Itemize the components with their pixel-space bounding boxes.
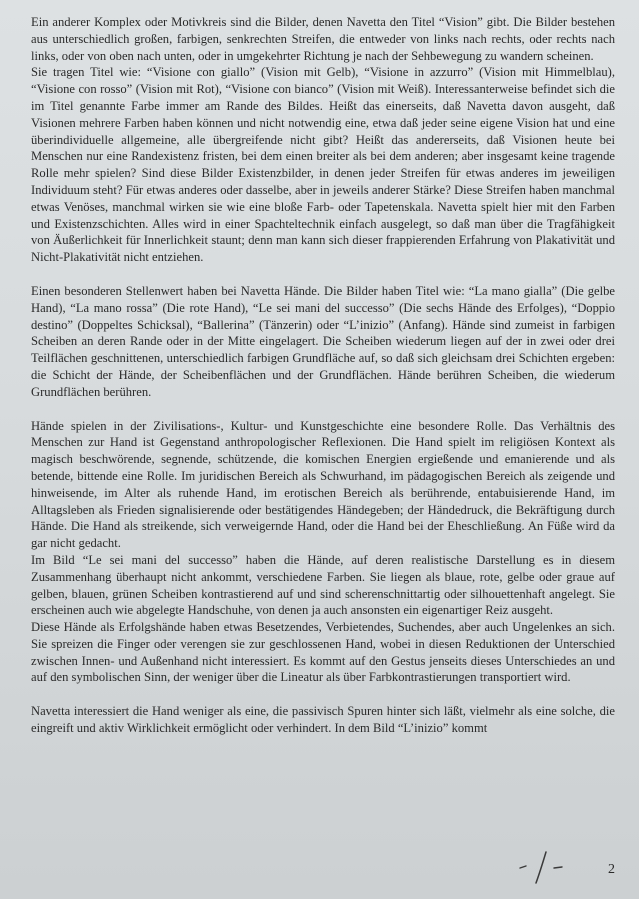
paragraph-six-hands: Im Bild “Le sei mani del successo” haben die Hände, auf deren realistische Darstellung es in diesem Zusammenhang überhaupt nicht ankommt, verschiedene Farben. Sie liegen als blaue, rote, gelbe oder graue auf gelben, blauen, grünen Scheiben kontrastierend auf und sind scherenschnittartig oder silhouettenhaft angelegt. Sie erscheinen auch wie abgelegte Handschuhe, von denen ja auch ansonsten ein eigenartiger Reiz ausgeht. [31,552,615,618]
paragraph-active-hand: Navetta interessiert die Hand weniger als eine, die passivisch Spuren hinter sich läßt, vielmehr als eine solche, die eingreift und aktiv Wirklichkeit ermöglicht oder verhindert. In dem Bild “L’inizio” kommt [31,704,615,736]
paragraph-hands-intro: Einen besonderen Stellenwert haben bei Navetta Hände. Die Bilder haben Titel wie: “La mano gialla” (Die gelbe Hand), “La mano rossa” (Die rote Hand), “Le sei mani del successo” (Die sechs Hände des Erfolges), “Doppio destino” (Doppeltes Schicksal), “Ballerina” (Tänzerin) oder “L’inizio” (Anfang). Hände sind zumeist in farbigen Scheiben an deren Rande oder in der Mitte eingelagert. Die Scheiben wiederum liegen auf der in zwei oder drei Teilflächen geschnittenen, unterschiedlich farbigen Grundfläche auf, so daß sich gleichsam drei Schichten ergeben: die Schicht der Hände, der Scheibenflächen und der Grundflächen. Hände berühren Scheiben, die wiederum Grundflächen berühren. [31,283,615,399]
body-text [31,14,615,737]
paragraph-success-hands: Diese Hände als Erfolgshände haben etwas Besetzendes, Verbietendes, Suchendes, aber auch Ungelenkes an sich. Sie spreizen die Finger oder verengen sie zur geschlossenen Hand, wobei in diesen Reduktionen der Unterschied zwischen Innen- und Außenhand nicht interessiert. Es kommt auf den Gestus jenseits dieses Unterschiedes an und auf den symbolischen Sinn, der weniger über die Lineatur als über Farbkontrastierungen transportiert wird. [31,620,615,685]
paragraph-spacer [31,266,615,283]
paragraph-vision-intro: Ein anderer Komplex oder Motivkreis sind die Bilder, denen Navetta den Titel “Vision” gibt. Die Bilder bestehen aus unterschiedlich großen, farbigen, senkrechten Streifen, die entweder von links nach rechts, oder rechts nach links, oder von oben nach unten, oder in umgekehrter Richtung je nach der Sehbewegung zu wandern scheinen. [31,15,615,63]
paragraph-spacer [31,401,615,418]
paragraph-hands-history: Hände spielen in der Zivilisations-, Kultur- und Kunstgeschichte eine besondere Rolle. Das Verhältnis des Menschen zur Hand ist Gegenstand anthropologischer Reflexionen. Die Hand spielt im religiösen Kontext als magisch beschwörende, segnende, schützende, die komischen Energien ergießende und emanierende und als betende, bittende eine Rolle. Im juridischen Bereich als Schwurhand, im pädagogischen Bereich als zeigende und hinweisende, im Alter als ruhende Hand, im erotischen Bereich als berührende, entabuisierende Hand, im Alltagsleben als Frieden signalisierende oder bestätigendes Händegeben; der Händedruck, die Bekräftigung durch Hände. Die Hand als streikende, sich verweigernde Hand, oder die Hand bei der Eheschließung. An Füße wird da gar nicht gedacht. [31,418,615,551]
paragraph-vision-titles: Sie tragen Titel wie: “Visione con giallo” (Vision mit Gelb), “Visione in azzurro” (Vision mit Himmelblau), “Visione con rosso” (Vision mit Rot), “Visione con bianco” (Vision mit Weiß). Interessanterweise befindet sich die im Titel genannte Farbe immer am Rande des Bildes. Heißt das einerseits, daß Navetta davon ausgeht, daß Visionen mehrere Farben haben können und nicht notwendig eine, etwa daß jeder seine eigene Vision hat und eine überindividuelle allgemeine, alle übergreifende nicht gibt? Heißt das andererseits, daß Visionen heute bei Menschen nur eine Randexistenz fristen, bei dem einen breiter als bei dem anderen; aber insgesamt keine tragende Rolle mehr spielen? Sind diese Bilder Existenzbilder, in denen jeder Streifen für etwas anderes im jeweiligen Individuum steht? Für etwas anderes oder dasselbe, aber in jeweils anderer Stärke? Diese Streifen haben manchmal etwas Venöses, manchmal wirken sie wie eine bloße Farb- oder Tapetenskala. Navetta spielt hier mit den Farben und Existenzschichten. Alles wird in einer Spachteltechnik einfach ausgelegt, so daß man über die Tragfähigkeit von Äußerlichkeit für Innerlichkeit staunt; denn man kann sich dieser frappierenden Erfahrung von Plakativität und Nicht-Plakativität nicht entziehen. [31,65,615,265]
paragraph-spacer [31,686,615,703]
page-number: 2 [608,862,615,877]
handwritten-mark-icon [516,846,566,886]
